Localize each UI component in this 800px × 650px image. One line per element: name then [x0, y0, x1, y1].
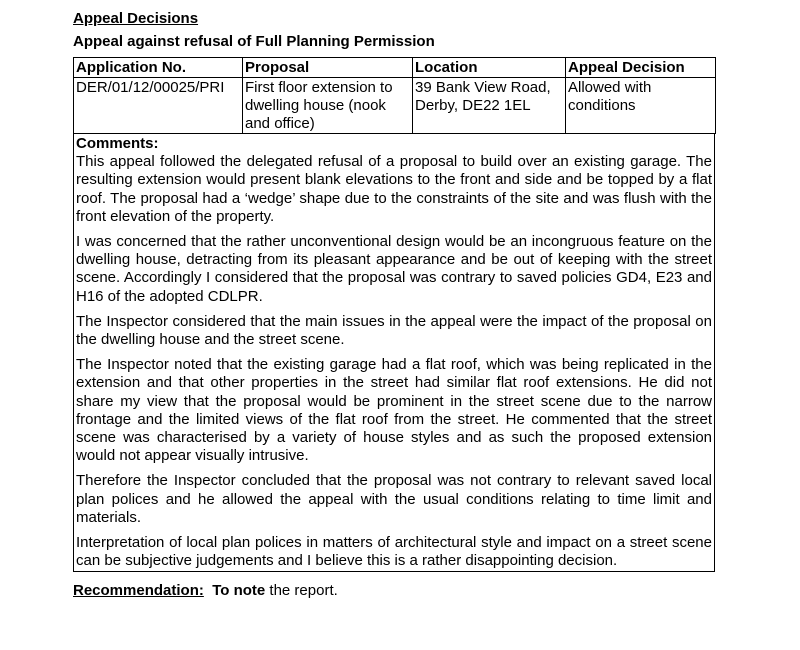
- header-location: Location: [413, 58, 566, 78]
- cell-location: 39 Bank View Road, Derby, DE22 1EL: [413, 78, 566, 134]
- table-row: [74, 78, 716, 134]
- header-appeal-decision: Appeal Decision: [566, 58, 716, 78]
- recommendation-label: Recommendation:: [73, 582, 204, 600]
- recommendation-action: To note: [212, 582, 266, 600]
- comment-paragraph: This appeal followed the delegated refusal of a proposal to build over an existing garage. The resulting extension would present blank elevations to the front and side and be topped by a flat roof. The proposal had a ‘wedge’ shape due to the constraints of the site and was flush with the front elevation of the property.: [76, 153, 712, 225]
- document-page: [73, 10, 715, 600]
- document-subtitle: Appeal against refusal of Full Planning Permission: [73, 33, 435, 50]
- comment-paragraph: The Inspector noted that the existing garage had a flat roof, which was being replicated in the extension and that other properties in the street had similar flat roof extensions. He did not share my view that the proposal would be prominent in the street scene due to the narrow frontage and the limited views of the flat roof from the street. He commented that the street scene was characterised by a variety of house styles and as such the proposed extension would not appear visually intrusive.: [76, 356, 712, 465]
- recommendation-text: the report.: [265, 582, 338, 600]
- appeal-table: [73, 57, 716, 134]
- comment-paragraph: The Inspector considered that the main issues in the appeal were the impact of the proposal on the dwelling house and the street scene.: [76, 312, 712, 349]
- header-proposal: Proposal: [243, 58, 413, 78]
- cell-application-no: DER/01/12/00025/PRI: [74, 78, 243, 134]
- comment-paragraph: Interpretation of local plan polices in matters of architectural style and impact on a street scene can be subjective judgements and I believe this is a rather disappointing decision.: [76, 534, 712, 570]
- table-header-row: [74, 58, 716, 78]
- recommendation: [73, 582, 715, 600]
- comments-title: Comments:: [76, 135, 159, 152]
- cell-decision: Allowed with conditions: [566, 78, 716, 134]
- comments-box: [73, 134, 715, 572]
- comment-paragraph: I was concerned that the rather unconventional design would be an incongruous feature on the dwelling house, detracting from its pleasant appearance and be out of keeping with the street scene. Accordingly I considered that the proposal was contrary to saved policies GD4, E23 and H16 of the adopted CDLPR.: [76, 233, 712, 305]
- header-application-no: Application No.: [74, 58, 243, 78]
- section-title: Appeal Decisions: [73, 10, 199, 27]
- comment-paragraph: Therefore the Inspector concluded that the proposal was not contrary to relevant saved local plan polices and he allowed the appeal with the usual conditions relating to time limit and materials.: [76, 472, 712, 526]
- cell-proposal: First floor extension to dwelling house (nook and office): [243, 78, 413, 134]
